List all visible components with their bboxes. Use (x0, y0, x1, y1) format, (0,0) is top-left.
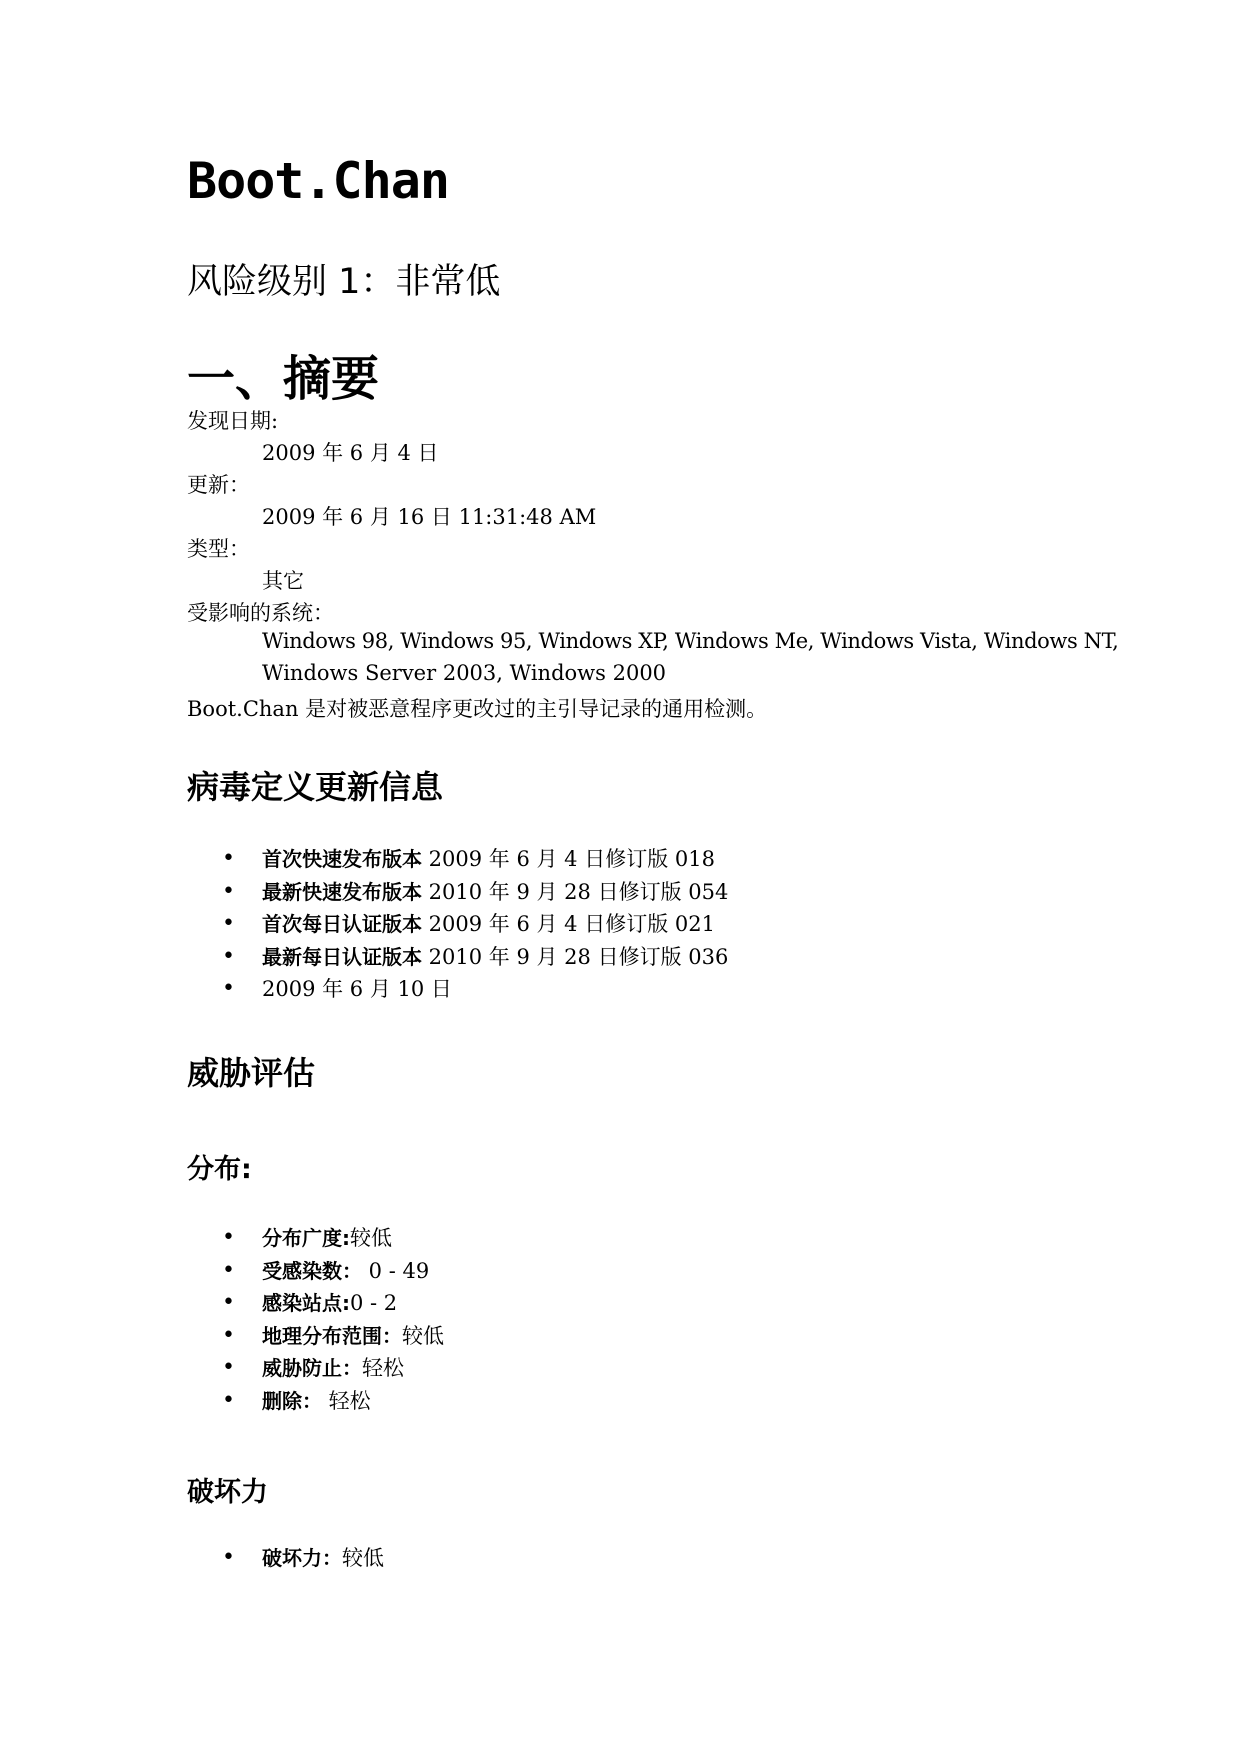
distribution-list (187, 1222, 444, 1417)
updated-value: 2009 年 6 月 16 日 11:31:48 AM (262, 505, 597, 529)
list-item: • 删除： 轻松 (187, 1385, 444, 1418)
systems-line-1: Windows 98, Windows 95, Windows XP, Windows Me, Windows Vista, Windows NT, (262, 629, 1119, 653)
list-item: • 分布广度:较低 (187, 1222, 444, 1255)
systems-line-2: Windows Server 2003, Windows 2000 (262, 661, 667, 685)
list-item: • 最新快速发布版本 2010 年 9 月 28 日修订版 054 (187, 876, 728, 909)
definitions-heading: 病毒定义更新信息 (187, 768, 444, 806)
document-title: Boot.Chan (187, 152, 449, 210)
list-item: • 首次快速发布版本 2009 年 6 月 4 日修订版 018 (187, 843, 728, 876)
list-item: • 地理分布范围：较低 (187, 1320, 444, 1353)
damage-heading: 破坏力 (187, 1477, 268, 1508)
threat-heading: 威胁评估 (187, 1054, 316, 1092)
summary-heading: 一、摘要 (187, 351, 380, 407)
list-item: • 威胁防止：轻松 (187, 1352, 444, 1385)
list-item: • 受感染数： 0 - 49 (187, 1255, 444, 1288)
damage-list (187, 1542, 384, 1575)
description: Boot.Chan 是对被恶意程序更改过的主引导记录的通用检测。 (187, 697, 768, 721)
type-label: 类型： (187, 537, 250, 561)
systems-label: 受影响的系统： (187, 601, 334, 625)
list-item: • 首次每日认证版本 2009 年 6 月 4 日修订版 021 (187, 908, 728, 941)
list-item: • 2009 年 6 月 10 日 (187, 973, 728, 1006)
list-item: • 感染站点:0 - 2 (187, 1287, 444, 1320)
discovered-label: 发现日期: (187, 409, 279, 433)
discovered-value: 2009 年 6 月 4 日 (262, 441, 439, 465)
list-item: • 破坏力：较低 (187, 1542, 384, 1575)
type-value: 其它 (262, 569, 304, 593)
definitions-list (187, 843, 728, 1006)
updated-label: 更新： (187, 473, 250, 497)
list-item: • 最新每日认证版本 2010 年 9 月 28 日修订版 036 (187, 941, 728, 974)
distribution-heading: 分布: (187, 1154, 252, 1185)
risk-level: 风险级别 1：非常低 (187, 262, 501, 302)
